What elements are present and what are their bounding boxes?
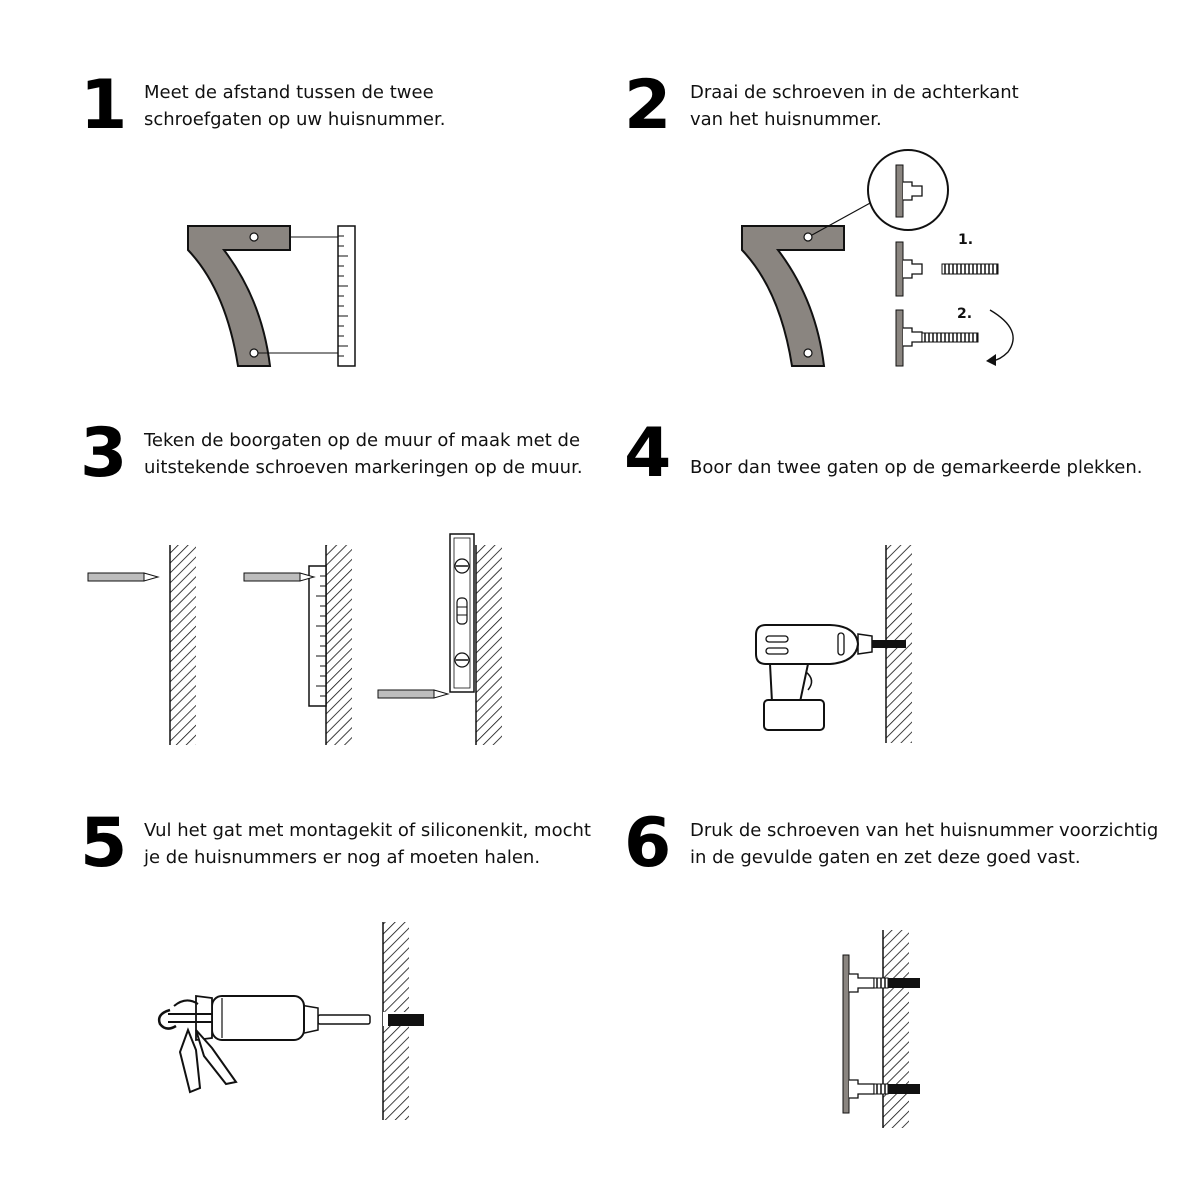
step-5-line-2: je de huisnummers er nog af moeten halen. bbox=[144, 847, 541, 868]
step-4-number: 4 bbox=[624, 414, 672, 493]
screw-icon bbox=[942, 264, 998, 274]
step-1-line-1: Meet de afstand tussen de twee bbox=[144, 82, 434, 103]
screw-hole-top bbox=[250, 233, 258, 241]
step-5-line-1: Vul het gat met montagekit of siliconenkit, mocht bbox=[144, 820, 591, 841]
magnifier-icon bbox=[868, 150, 948, 230]
step-5-illustration bbox=[159, 922, 424, 1120]
step-6-number: 6 bbox=[624, 804, 672, 883]
caulking-gun-icon bbox=[159, 996, 370, 1092]
step-6-line-2: in de gevulde gaten en zet deze goed vast. bbox=[690, 847, 1081, 868]
rotate-arrow-icon bbox=[986, 310, 1013, 366]
step-5-number: 5 bbox=[80, 804, 128, 883]
step-1-line-2: schroefgaten op uw huisnummer. bbox=[144, 109, 446, 130]
drill-icon bbox=[756, 625, 906, 730]
stage-1-label: 1. bbox=[958, 232, 974, 248]
house-number-seven-plate bbox=[188, 226, 290, 366]
step-1-illustration bbox=[188, 226, 355, 366]
ruler-icon-2 bbox=[309, 566, 326, 706]
house-number-seven-plate-2 bbox=[742, 226, 844, 366]
wall-icon bbox=[170, 545, 196, 745]
step-2-illustration bbox=[742, 150, 1013, 366]
step-6-line-1: Druk de schroeven van het huisnummer voorzichtig bbox=[690, 820, 1159, 841]
step-2-number: 2 bbox=[624, 66, 672, 145]
step-3-illustration bbox=[88, 534, 502, 745]
step-4-line-1: Boor dan twee gaten op de gemarkeerde plekken. bbox=[690, 457, 1143, 478]
step-1-number: 1 bbox=[80, 66, 128, 145]
step-2-line-2: van het huisnummer. bbox=[690, 109, 882, 130]
step-3-number: 3 bbox=[80, 414, 128, 493]
stage-2-label: 2. bbox=[957, 306, 973, 322]
step-6-illustration bbox=[843, 930, 920, 1128]
step-3-line-1: Teken de boorgaten op de muur of maak met de bbox=[144, 430, 581, 451]
ruler-icon bbox=[338, 226, 355, 366]
step-2-line-1: Draai de schroeven in de achterkant bbox=[690, 82, 1019, 103]
step-3-line-2: uitstekende schroeven markeringen op de muur. bbox=[144, 457, 583, 478]
screw-hole-bottom bbox=[250, 349, 258, 357]
step-4-illustration bbox=[756, 545, 912, 743]
pencil-icon bbox=[88, 573, 158, 581]
spirit-level-icon bbox=[450, 534, 474, 692]
